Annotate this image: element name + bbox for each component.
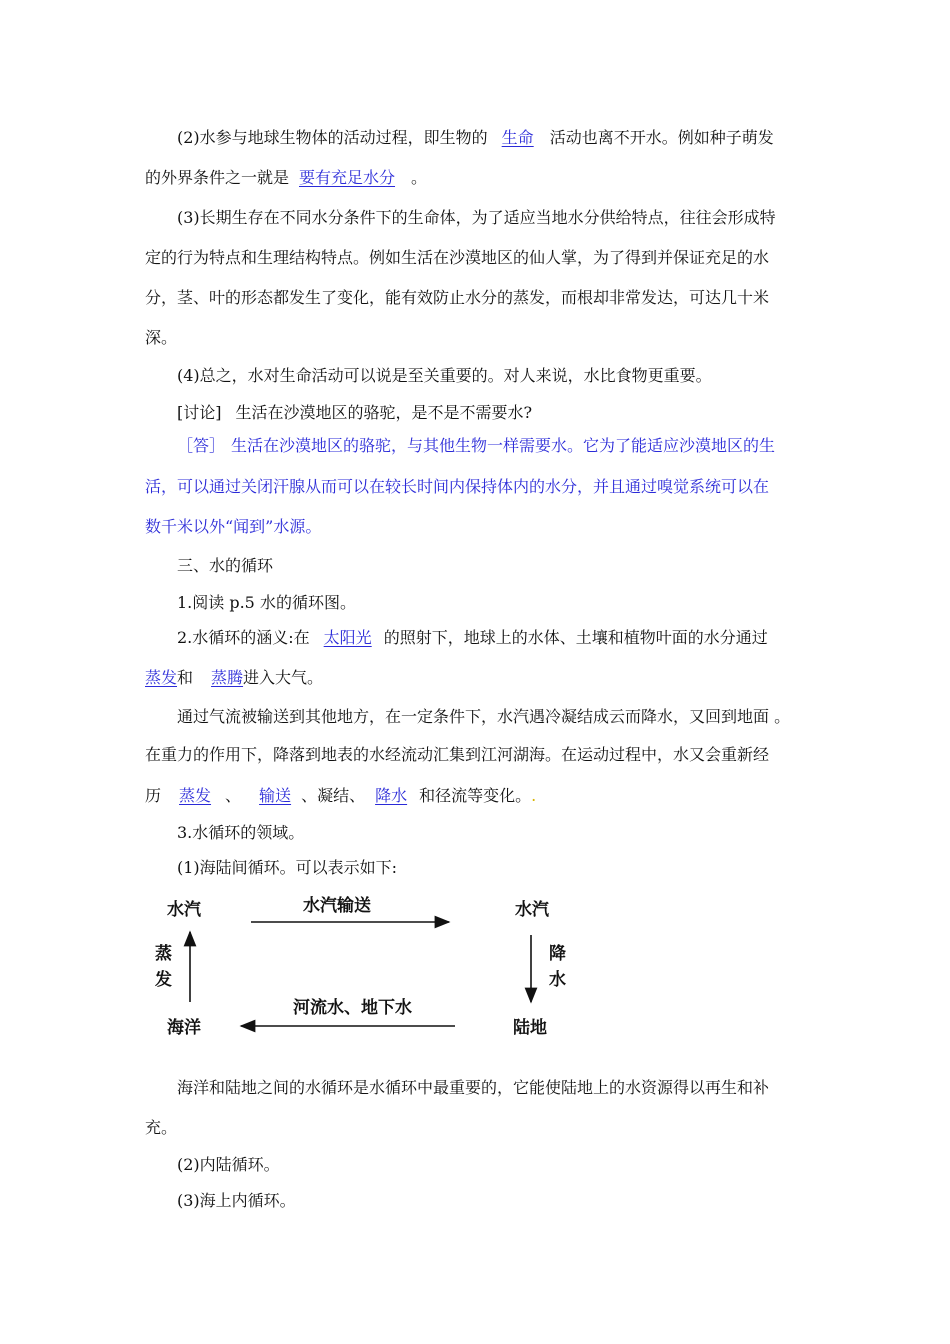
node-land: 陆地: [513, 1018, 547, 1038]
section-heading: 三、水的循环: [177, 556, 274, 575]
paragraph-3-line-3: 分，茎、叶的形态都发生了变化，能有效防止水分的蒸发，而根却非常发达，可达几十米: [145, 288, 770, 307]
summary-line-1: 海洋和陆地之间的水循环是水循环中最重要的，它能使陆地上的水资源得以再生和补: [177, 1078, 770, 1097]
paragraph-3-line-4: 深。: [145, 328, 178, 347]
item-3: 3.水循环的领域。: [177, 823, 305, 842]
paragraph-4: (4)总之，水对生命活动可以说是至关重要的。对人来说，水比食物更重要。: [177, 366, 712, 385]
item-2-line-2: 蒸发和 蒸腾进入大气。: [145, 668, 324, 687]
discussion-question: [讨论] 生活在沙漠地区的骆驼，是不是不需要水?: [177, 403, 533, 422]
label-vapor-transport: 水汽输送: [303, 896, 371, 916]
blank-evaporation-2: 蒸发: [179, 786, 212, 805]
node-ocean: 海洋: [167, 1018, 201, 1038]
blank-sunlight: 太阳光: [323, 628, 372, 647]
flow-paragraph-line-2: 在重力的作用下，降落到地表的水经流动汇集到江河湖海。在运动过程中，水又会重新经: [145, 745, 770, 764]
flow-paragraph-line-1: 通过气流被输送到其他地方，在一定条件下，水汽遇冷凝结成云而降水，又回到地面 。: [177, 707, 791, 726]
label-evaporation: 蒸发: [155, 944, 172, 990]
paragraph-3-line-2: 定的行为特点和生理结构特点。例如生活在沙漠地区的仙人掌，为了得到并保证充足的水: [145, 248, 770, 267]
item-3-1: (1)海陆间循环。可以表示如下:: [177, 858, 398, 877]
node-vapor-right: 水汽: [515, 900, 549, 920]
label-precipitation: 降水: [549, 944, 566, 990]
answer-line-3: 数千米以外“闻到”水源。: [145, 517, 322, 536]
discussion-label: [讨论]: [177, 403, 222, 422]
node-vapor-left: 水汽: [167, 900, 201, 920]
answer-line-2: 活，可以通过关闭汗腺从而可以在较长时间内保持体内的水分，并且通过嗅觉系统可以在: [145, 477, 770, 496]
answer-line-1: ［答］ 生活在沙漠地区的骆驼，与其他生物一样需要水。它为了能适应沙漠地区的生: [177, 436, 776, 455]
item-2-line-1: 2.水循环的涵义:在 太阳光 的照射下，地球上的水体、土壤和植物叶面的水分通过: [177, 628, 768, 647]
blank-life: 生命: [501, 128, 534, 147]
label-river-groundwater: 河流水、地下水: [293, 998, 412, 1018]
blank-precipitation: 降水: [375, 786, 408, 805]
blank-evaporation: 蒸发: [145, 668, 178, 687]
answer-label: ［答］: [177, 436, 226, 455]
blank-sufficient-water: 要有充足水分: [299, 168, 396, 187]
item-3-2: (2)内陆循环。: [177, 1155, 280, 1174]
water-cycle-diagram: [145, 890, 605, 1050]
paragraph-3-line-1: (3)长期生存在不同水分条件下的生命体，为了适应当地水分供给特点，往往会形成特: [177, 208, 776, 227]
paragraph-2-line-2: 的外界条件之一就是 要有充足水分 。: [145, 168, 428, 187]
summary-line-2: 充。: [145, 1118, 178, 1137]
stray-dot: .: [531, 786, 537, 805]
item-1: 1.阅读 p.5 水的循环图。: [177, 593, 356, 612]
blank-transpiration: 蒸腾: [211, 668, 244, 687]
item-3-3: (3)海上内循环。: [177, 1191, 296, 1210]
paragraph-2-line-1: (2)水参与地球生物体的活动过程，即生物的 生命 活动也离不开水。例如种子萌发: [177, 128, 774, 147]
blank-transport: 输送: [259, 786, 292, 805]
flow-paragraph-line-3: 历 蒸发 、 输送 、凝结、 降水 和径流等变化。.: [145, 786, 537, 805]
